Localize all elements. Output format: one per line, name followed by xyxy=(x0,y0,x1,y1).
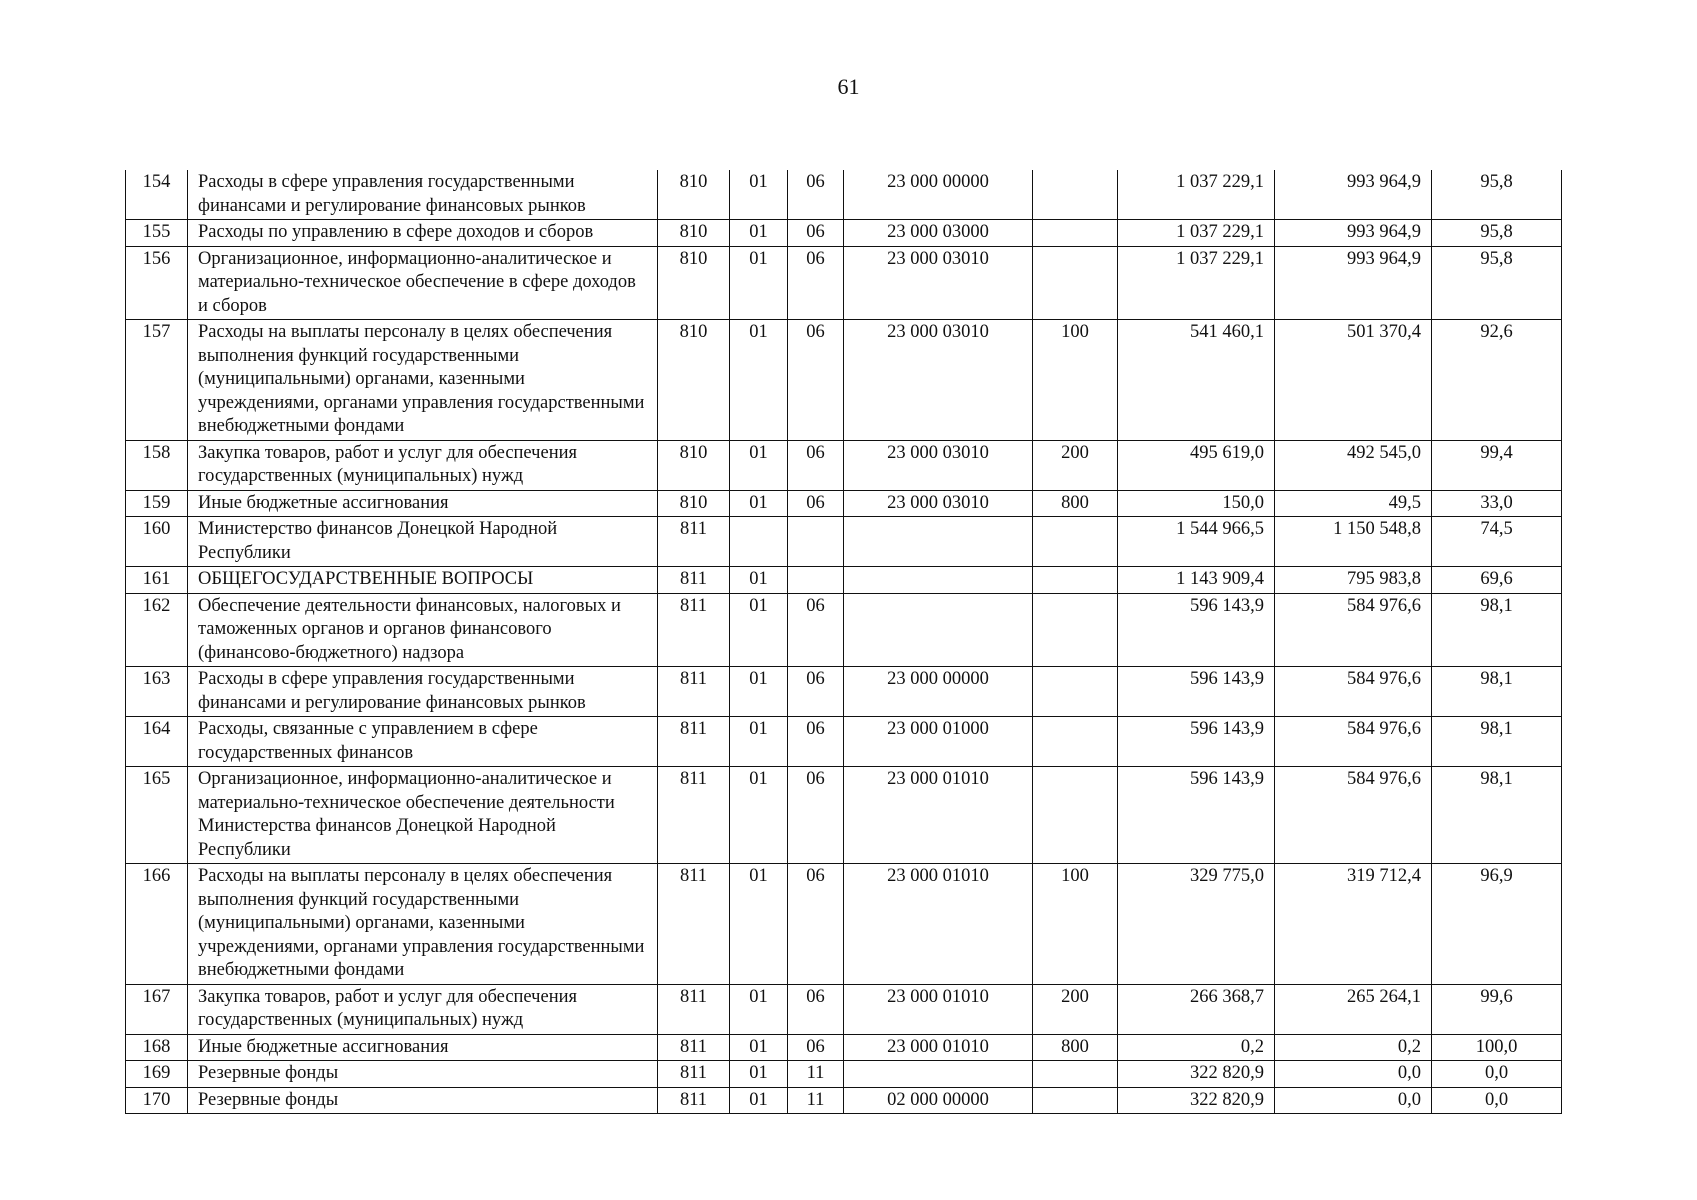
amount-fact: 0,2 xyxy=(1275,1034,1432,1061)
code-expense-type xyxy=(1033,593,1118,667)
row-name: Обеспечение деятельности финансовых, налоговых и таможенных органов и органов финансового (финансово-бюджетного) надзора xyxy=(188,593,658,667)
code-subsection: 06 xyxy=(788,170,844,220)
code-section: 01 xyxy=(730,667,788,717)
code-subsection: 06 xyxy=(788,667,844,717)
code-subsection xyxy=(788,517,844,567)
amount-fact: 993 964,9 xyxy=(1275,170,1432,220)
code-expense-type xyxy=(1033,567,1118,594)
code-target-article: 23 000 03010 xyxy=(844,246,1033,320)
amount-fact: 993 964,9 xyxy=(1275,220,1432,247)
table-row xyxy=(126,1034,1562,1061)
percent-executed: 69,6 xyxy=(1432,567,1562,594)
percent-executed: 98,1 xyxy=(1432,667,1562,717)
code-section: 01 xyxy=(730,1087,788,1114)
row-name: Министерство финансов Донецкой Народной Республики xyxy=(188,517,658,567)
row-number: 160 xyxy=(126,517,188,567)
code-subsection: 06 xyxy=(788,593,844,667)
row-number: 168 xyxy=(126,1034,188,1061)
code-ministry: 811 xyxy=(658,517,730,567)
code-target-article xyxy=(844,593,1033,667)
code-expense-type: 800 xyxy=(1033,490,1118,517)
code-subsection: 06 xyxy=(788,320,844,441)
amount-plan: 1 037 229,1 xyxy=(1118,170,1275,220)
row-name: Расходы, связанные с управлением в сфере государственных финансов xyxy=(188,717,658,767)
table-row xyxy=(126,717,1562,767)
code-ministry: 810 xyxy=(658,320,730,441)
code-target-article: 23 000 01010 xyxy=(844,864,1033,985)
row-number: 158 xyxy=(126,440,188,490)
code-expense-type xyxy=(1033,170,1118,220)
percent-executed: 0,0 xyxy=(1432,1061,1562,1088)
percent-executed: 95,8 xyxy=(1432,246,1562,320)
amount-plan: 322 820,9 xyxy=(1118,1061,1275,1088)
row-number: 157 xyxy=(126,320,188,441)
row-name: Организационное, информационно-аналитическое и материально-техническое обеспечение деятельности Министерства финансов Донецкой Народной Республики xyxy=(188,767,658,864)
amount-plan: 495 619,0 xyxy=(1118,440,1275,490)
code-target-article: 02 000 00000 xyxy=(844,1087,1033,1114)
code-section: 01 xyxy=(730,1061,788,1088)
amount-fact: 584 976,6 xyxy=(1275,667,1432,717)
row-name: Расходы в сфере управления государственными финансами и регулирование финансовых рынков xyxy=(188,170,658,220)
amount-fact: 501 370,4 xyxy=(1275,320,1432,441)
code-expense-type: 100 xyxy=(1033,320,1118,441)
row-number: 165 xyxy=(126,767,188,864)
code-subsection xyxy=(788,567,844,594)
code-ministry: 811 xyxy=(658,567,730,594)
percent-executed: 0,0 xyxy=(1432,1087,1562,1114)
code-expense-type: 800 xyxy=(1033,1034,1118,1061)
code-target-article xyxy=(844,1061,1033,1088)
percent-executed: 100,0 xyxy=(1432,1034,1562,1061)
code-target-article: 23 000 00000 xyxy=(844,170,1033,220)
code-expense-type xyxy=(1033,220,1118,247)
row-name: Расходы на выплаты персоналу в целях обеспечения выполнения функций государственными (муниципальными) органами, казенными учреждениями, органами управления государственными внебюджетными фондами xyxy=(188,320,658,441)
code-target-article: 23 000 01010 xyxy=(844,1034,1033,1061)
code-target-article xyxy=(844,567,1033,594)
amount-plan: 1 037 229,1 xyxy=(1118,220,1275,247)
code-target-article: 23 000 03010 xyxy=(844,320,1033,441)
code-ministry: 810 xyxy=(658,440,730,490)
code-ministry: 810 xyxy=(658,170,730,220)
row-name: Иные бюджетные ассигнования xyxy=(188,1034,658,1061)
table-row xyxy=(126,246,1562,320)
row-number: 161 xyxy=(126,567,188,594)
amount-fact: 49,5 xyxy=(1275,490,1432,517)
code-ministry: 811 xyxy=(658,667,730,717)
code-expense-type xyxy=(1033,246,1118,320)
percent-executed: 99,4 xyxy=(1432,440,1562,490)
code-target-article: 23 000 03010 xyxy=(844,440,1033,490)
code-subsection: 06 xyxy=(788,864,844,985)
amount-plan: 322 820,9 xyxy=(1118,1087,1275,1114)
row-number: 166 xyxy=(126,864,188,985)
amount-plan: 1 544 966,5 xyxy=(1118,517,1275,567)
code-target-article: 23 000 03000 xyxy=(844,220,1033,247)
code-section: 01 xyxy=(730,717,788,767)
code-ministry: 811 xyxy=(658,864,730,985)
code-section: 01 xyxy=(730,440,788,490)
code-section xyxy=(730,517,788,567)
row-name: Расходы по управлению в сфере доходов и сборов xyxy=(188,220,658,247)
table-row xyxy=(126,220,1562,247)
code-subsection: 11 xyxy=(788,1061,844,1088)
code-expense-type xyxy=(1033,717,1118,767)
row-name: Резервные фонды xyxy=(188,1087,658,1114)
code-ministry: 811 xyxy=(658,593,730,667)
table-row xyxy=(126,593,1562,667)
code-expense-type: 200 xyxy=(1033,440,1118,490)
percent-executed: 33,0 xyxy=(1432,490,1562,517)
table-row xyxy=(126,864,1562,985)
table-row xyxy=(126,984,1562,1034)
percent-executed: 74,5 xyxy=(1432,517,1562,567)
row-number: 164 xyxy=(126,717,188,767)
code-section: 01 xyxy=(730,1034,788,1061)
code-section: 01 xyxy=(730,246,788,320)
code-subsection: 06 xyxy=(788,246,844,320)
code-ministry: 810 xyxy=(658,246,730,320)
table-row xyxy=(126,320,1562,441)
code-subsection: 06 xyxy=(788,717,844,767)
percent-executed: 98,1 xyxy=(1432,717,1562,767)
code-section: 01 xyxy=(730,220,788,247)
amount-plan: 1 037 229,1 xyxy=(1118,246,1275,320)
code-ministry: 810 xyxy=(658,220,730,247)
code-subsection: 06 xyxy=(788,1034,844,1061)
code-section: 01 xyxy=(730,984,788,1034)
row-name: ОБЩЕГОСУДАРСТВЕННЫЕ ВОПРОСЫ xyxy=(188,567,658,594)
code-ministry: 811 xyxy=(658,717,730,767)
amount-plan: 596 143,9 xyxy=(1118,767,1275,864)
code-expense-type: 100 xyxy=(1033,864,1118,985)
row-number: 163 xyxy=(126,667,188,717)
percent-executed: 98,1 xyxy=(1432,767,1562,864)
table-row xyxy=(126,170,1562,220)
row-name: Резервные фонды xyxy=(188,1061,658,1088)
table-row xyxy=(126,1087,1562,1114)
code-section: 01 xyxy=(730,170,788,220)
amount-fact: 0,0 xyxy=(1275,1087,1432,1114)
row-name: Закупка товаров, работ и услуг для обеспечения государственных (муниципальных) нужд xyxy=(188,440,658,490)
row-number: 162 xyxy=(126,593,188,667)
code-section: 01 xyxy=(730,567,788,594)
code-ministry: 811 xyxy=(658,1061,730,1088)
amount-fact: 319 712,4 xyxy=(1275,864,1432,985)
code-expense-type xyxy=(1033,1061,1118,1088)
code-expense-type xyxy=(1033,1087,1118,1114)
code-subsection: 06 xyxy=(788,440,844,490)
amount-fact: 584 976,6 xyxy=(1275,593,1432,667)
code-ministry: 811 xyxy=(658,984,730,1034)
percent-executed: 99,6 xyxy=(1432,984,1562,1034)
table-body xyxy=(126,170,1562,1114)
code-target-article: 23 000 00000 xyxy=(844,667,1033,717)
row-number: 170 xyxy=(126,1087,188,1114)
row-number: 167 xyxy=(126,984,188,1034)
percent-executed: 96,9 xyxy=(1432,864,1562,985)
code-expense-type xyxy=(1033,767,1118,864)
row-name: Организационное, информационно-аналитическое и материально-техническое обеспечение в сфере доходов и сборов xyxy=(188,246,658,320)
table-row xyxy=(126,667,1562,717)
table-row xyxy=(126,490,1562,517)
row-number: 169 xyxy=(126,1061,188,1088)
row-number: 154 xyxy=(126,170,188,220)
code-expense-type xyxy=(1033,517,1118,567)
code-target-article: 23 000 03010 xyxy=(844,490,1033,517)
amount-plan: 329 775,0 xyxy=(1118,864,1275,985)
amount-plan: 541 460,1 xyxy=(1118,320,1275,441)
amount-fact: 584 976,6 xyxy=(1275,717,1432,767)
amount-plan: 150,0 xyxy=(1118,490,1275,517)
amount-plan: 1 143 909,4 xyxy=(1118,567,1275,594)
table-row xyxy=(126,1061,1562,1088)
percent-executed: 92,6 xyxy=(1432,320,1562,441)
code-section: 01 xyxy=(730,864,788,985)
page-number: 61 xyxy=(837,74,860,99)
amount-fact: 795 983,8 xyxy=(1275,567,1432,594)
code-target-article: 23 000 01000 xyxy=(844,717,1033,767)
amount-fact: 1 150 548,8 xyxy=(1275,517,1432,567)
code-subsection: 11 xyxy=(788,1087,844,1114)
code-target-article: 23 000 01010 xyxy=(844,767,1033,864)
code-subsection: 06 xyxy=(788,220,844,247)
code-expense-type xyxy=(1033,667,1118,717)
row-number: 155 xyxy=(126,220,188,247)
amount-fact: 265 264,1 xyxy=(1275,984,1432,1034)
amount-fact: 993 964,9 xyxy=(1275,246,1432,320)
amount-plan: 0,2 xyxy=(1118,1034,1275,1061)
amount-plan: 266 368,7 xyxy=(1118,984,1275,1034)
code-ministry: 810 xyxy=(658,490,730,517)
code-target-article xyxy=(844,517,1033,567)
amount-plan: 596 143,9 xyxy=(1118,593,1275,667)
code-section: 01 xyxy=(730,767,788,864)
code-expense-type: 200 xyxy=(1033,984,1118,1034)
percent-executed: 95,8 xyxy=(1432,170,1562,220)
table-row xyxy=(126,767,1562,864)
code-subsection: 06 xyxy=(788,767,844,864)
row-name: Расходы в сфере управления государственными финансами и регулирование финансовых рынков xyxy=(188,667,658,717)
table-row xyxy=(126,567,1562,594)
amount-plan: 596 143,9 xyxy=(1118,717,1275,767)
row-number: 156 xyxy=(126,246,188,320)
code-section: 01 xyxy=(730,593,788,667)
code-ministry: 811 xyxy=(658,1087,730,1114)
code-ministry: 811 xyxy=(658,1034,730,1061)
code-subsection: 06 xyxy=(788,984,844,1034)
code-target-article: 23 000 01010 xyxy=(844,984,1033,1034)
row-name: Закупка товаров, работ и услуг для обеспечения государственных (муниципальных) нужд xyxy=(188,984,658,1034)
percent-executed: 95,8 xyxy=(1432,220,1562,247)
table-row xyxy=(126,517,1562,567)
row-name: Иные бюджетные ассигнования xyxy=(188,490,658,517)
code-section: 01 xyxy=(730,490,788,517)
percent-executed: 98,1 xyxy=(1432,593,1562,667)
amount-fact: 0,0 xyxy=(1275,1061,1432,1088)
amount-plan: 596 143,9 xyxy=(1118,667,1275,717)
row-name: Расходы на выплаты персоналу в целях обеспечения выполнения функций государственными (муниципальными) органами, казенными учреждениями, органами управления государственными внебюджетными фондами xyxy=(188,864,658,985)
budget-table xyxy=(125,170,1562,1114)
amount-fact: 584 976,6 xyxy=(1275,767,1432,864)
code-ministry: 811 xyxy=(658,767,730,864)
amount-fact: 492 545,0 xyxy=(1275,440,1432,490)
code-subsection: 06 xyxy=(788,490,844,517)
code-section: 01 xyxy=(730,320,788,441)
table-row xyxy=(126,440,1562,490)
row-number: 159 xyxy=(126,490,188,517)
